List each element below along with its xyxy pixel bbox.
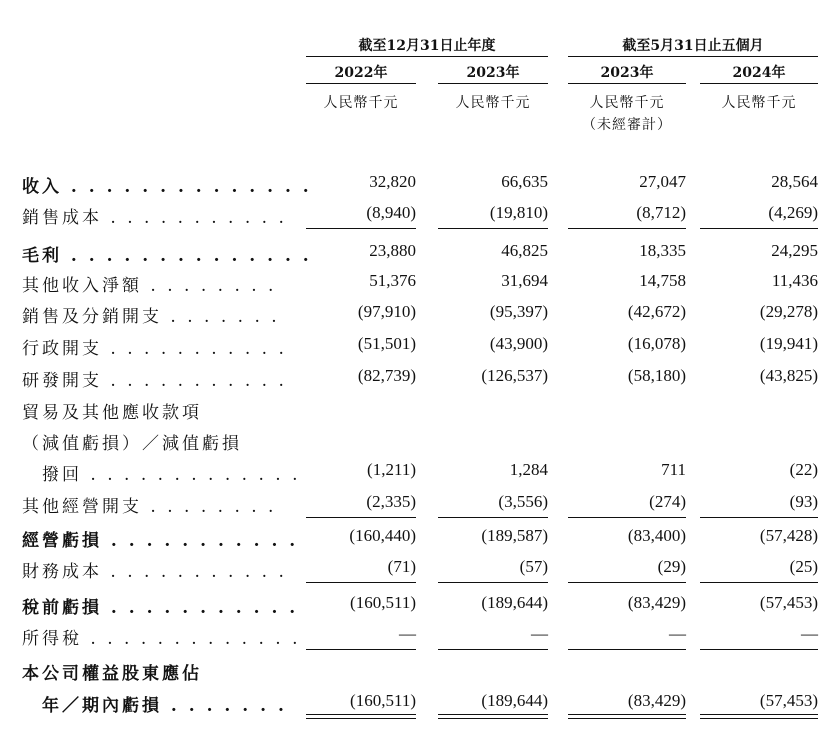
- row-value: (83,400): [627, 526, 686, 545]
- header-group-months: 截至5月31日止五個月: [568, 36, 818, 57]
- row-label: 收入 . . . . . . . . . . . . . .: [22, 177, 312, 197]
- year-2022: 2022年: [306, 63, 416, 84]
- row-value: (3,556): [438, 492, 548, 512]
- row-value: (43,900): [489, 334, 548, 353]
- table-row: [0, 172, 838, 201]
- row-value: (57): [438, 557, 548, 577]
- row-value: (57,453): [700, 691, 818, 711]
- year-2024-period: 2024年: [700, 63, 818, 84]
- row-label: 經營虧損 . . . . . . . . . . .: [22, 531, 299, 551]
- row-value: (43,825): [759, 366, 818, 385]
- table-row: [0, 624, 838, 653]
- row-value: (93): [700, 492, 818, 512]
- row-label: 毛利 . . . . . . . . . . . . . .: [22, 246, 312, 266]
- table-row: [0, 659, 838, 688]
- row-value: 46,825: [501, 241, 548, 260]
- row-value: (19,810): [438, 203, 548, 223]
- table-row: [0, 203, 838, 232]
- row-value: (8,712): [568, 203, 686, 223]
- row-label: 財務成本 . . . . . . . . . . .: [22, 562, 287, 582]
- row-value: (160,511): [350, 593, 416, 612]
- row-label: 行政開支 . . . . . . . . . . .: [22, 339, 287, 359]
- row-value: —: [438, 624, 548, 644]
- row-label: （減值虧損）／減值虧損: [22, 434, 242, 454]
- year-2023-period: 2023年: [568, 63, 686, 84]
- row-value: (97,910): [357, 302, 416, 321]
- row-value: (8,940): [306, 203, 416, 223]
- row-value: (71): [306, 557, 416, 577]
- row-value: (57,453): [759, 593, 818, 612]
- row-value: (42,672): [627, 302, 686, 321]
- row-label: 其他經營開支 . . . . . . . .: [22, 497, 277, 517]
- row-value: 1,284: [509, 460, 548, 479]
- table-row: [0, 526, 838, 555]
- row-value: (4,269): [700, 203, 818, 223]
- row-value: (25): [700, 557, 818, 577]
- table-row: [0, 398, 838, 427]
- table-row: [0, 334, 838, 363]
- row-label: 年／期內虧損 . . . . . . .: [22, 696, 287, 716]
- table-row: [0, 271, 838, 300]
- row-value: —: [700, 624, 818, 644]
- row-value: (57,428): [759, 526, 818, 545]
- row-value: (126,537): [481, 366, 548, 385]
- header-group-years: 截至12月31日止年度: [306, 36, 548, 57]
- table-row: [0, 460, 838, 489]
- row-value: (274): [568, 492, 686, 512]
- unit-col4: 人民幣千元: [721, 95, 797, 111]
- row-value: (83,429): [627, 593, 686, 612]
- unit-col1: 人民幣千元: [323, 95, 399, 111]
- row-label: 貿易及其他應收款項: [22, 403, 202, 423]
- row-value: (189,587): [481, 526, 548, 545]
- unit-col3: 人民幣千元 （未經審計）: [582, 95, 672, 133]
- row-value: 24,295: [771, 241, 818, 260]
- row-value: (189,644): [481, 593, 548, 612]
- row-label: 研發開支 . . . . . . . . . . .: [22, 371, 287, 391]
- table-row: [0, 366, 838, 395]
- row-value: (95,397): [489, 302, 548, 321]
- row-value: 51,376: [369, 271, 416, 290]
- row-value: 23,880: [369, 241, 416, 260]
- row-value: (29,278): [759, 302, 818, 321]
- row-value: 27,047: [639, 172, 686, 191]
- table-row: [0, 302, 838, 331]
- row-value: —: [306, 624, 416, 644]
- row-value: (16,078): [627, 334, 686, 353]
- row-value: (1,211): [367, 460, 416, 479]
- table-row: [0, 691, 838, 720]
- row-label: 銷售成本 . . . . . . . . . . .: [22, 208, 287, 228]
- row-label: 稅前虧損 . . . . . . . . . . .: [22, 598, 299, 618]
- unit-col2: 人民幣千元: [455, 95, 531, 111]
- row-value: (22): [789, 460, 818, 479]
- row-value: 31,694: [501, 271, 548, 290]
- row-value: 14,758: [639, 271, 686, 290]
- table-row: [0, 492, 838, 521]
- row-value: 66,635: [501, 172, 548, 191]
- row-value: (83,429): [568, 691, 686, 711]
- row-value: (160,440): [349, 526, 416, 545]
- row-value: (82,739): [357, 366, 416, 385]
- row-value: (29): [568, 557, 686, 577]
- year-2023: 2023年: [438, 63, 548, 84]
- table-row: [0, 557, 838, 586]
- table-row: [0, 429, 838, 458]
- row-value: (51,501): [357, 334, 416, 353]
- row-value: 32,820: [369, 172, 416, 191]
- row-value: 18,335: [639, 241, 686, 260]
- row-value: 11,436: [771, 271, 818, 290]
- row-label: 銷售及分銷開支 . . . . . . .: [22, 307, 280, 327]
- row-label: 本公司權益股東應佔: [22, 664, 202, 684]
- row-value: 28,564: [771, 172, 818, 191]
- row-value: (19,941): [759, 334, 818, 353]
- row-label: 其他收入淨額 . . . . . . . .: [22, 276, 277, 296]
- row-value: 711: [661, 460, 686, 479]
- row-label: 撥回 . . . . . . . . . . . . .: [22, 465, 301, 485]
- table-row: [0, 241, 838, 270]
- row-value: (58,180): [627, 366, 686, 385]
- table-row: [0, 593, 838, 622]
- row-label: 所得稅 . . . . . . . . . . . . .: [22, 629, 301, 649]
- row-value: —: [568, 624, 686, 644]
- row-value: (160,511): [306, 691, 416, 711]
- row-value: (2,335): [306, 492, 416, 512]
- row-value: (189,644): [438, 691, 548, 711]
